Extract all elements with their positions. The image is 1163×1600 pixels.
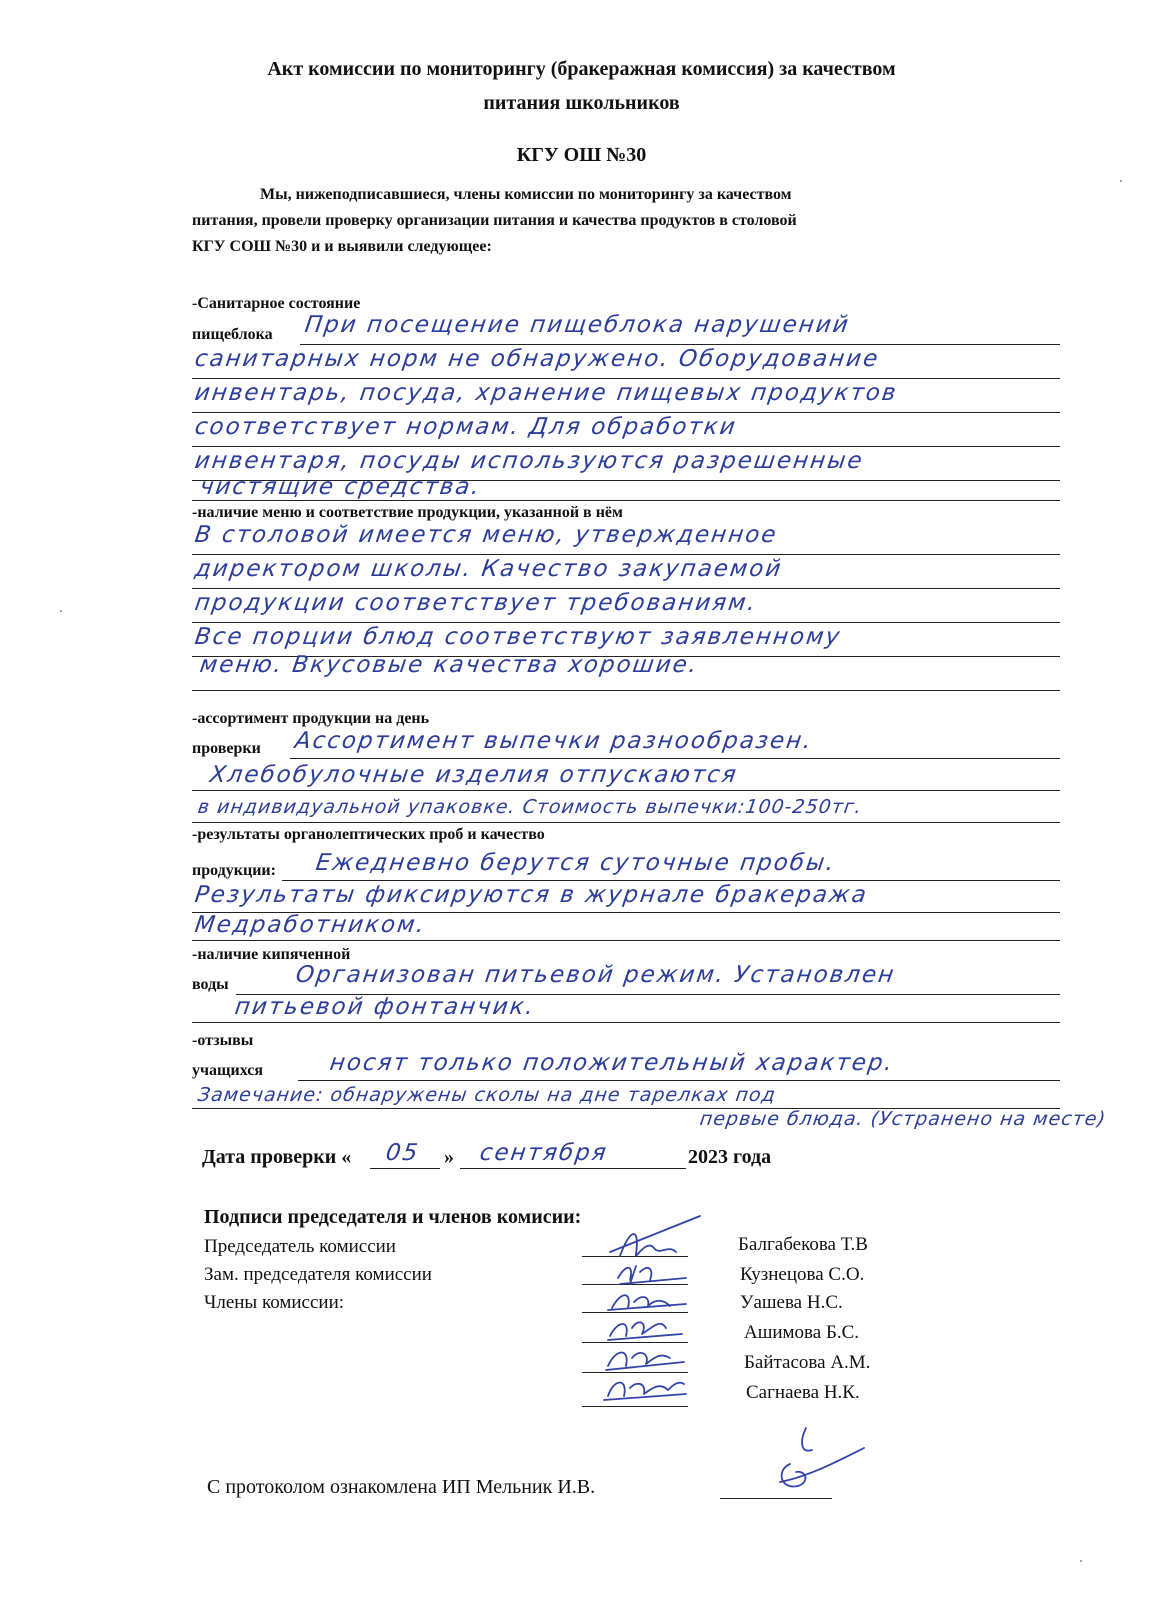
reviews-label-2: учащихся [192, 1062, 264, 1079]
footer-acknowledgement: С протоколом ознакомлена ИП Мельник И.В. [207, 1476, 596, 1498]
assortment-handwriting-3: в индивидуальной упаковке. Стоимость выпечки:100-250тг. [196, 796, 864, 818]
date-close-quote: » [444, 1146, 454, 1168]
name-member-3: Байтасова А.М. [744, 1352, 871, 1373]
assortment-label: -ассортимент продукции на день [192, 710, 430, 727]
sanitary-handwriting-3: инвентарь, посуда, хранение пищевых продуктов [193, 380, 900, 406]
reviews-handwriting-2: Замечание: обнаружены сколы на дне тарелках под [196, 1084, 778, 1106]
tasting-handwriting-3: Медработником. [193, 912, 428, 938]
reviews-label: -отзывы [192, 1032, 254, 1049]
water-handwriting-2: питьевой фонтанчик. [233, 994, 537, 1020]
reviews-handwriting-3: первые блюда. (Устранено на месте) [698, 1108, 1108, 1130]
intro-line1: Мы, нижеподписавшиеся, члены комиссии по мониторингу за качеством [260, 186, 792, 203]
sanitary-handwriting-4: соответствует нормам. Для обработки [193, 414, 739, 440]
menu-handwriting-1: В столовой имеется меню, утвержденное [193, 522, 780, 548]
tasting-handwriting-2: Результаты фиксируются в журнале бракеража [193, 882, 870, 908]
menu-handwriting-5: меню. Вкусовые качества хорошие. [198, 652, 701, 678]
role-members: Члены комиссии: [204, 1292, 345, 1313]
assortment-handwriting-1: Ассортимент выпечки разнообразен. [293, 728, 815, 754]
menu-label: -наличие меню и соответствие продукции, указанной в нём [192, 504, 623, 521]
sanitary-handwriting-5: инвентаря, посуды используются разрешенные [193, 448, 866, 474]
water-label: -наличие кипяченной [192, 946, 351, 963]
name-member-1: Уашева Н.С. [740, 1292, 843, 1313]
school-name: КГУ ОШ №30 [516, 144, 647, 166]
footer-signature [740, 1420, 870, 1500]
menu-handwriting-3: продукции соответствует требованиям. [193, 590, 759, 616]
date-day: 05 [384, 1140, 422, 1166]
signatures-heading: Подписи председателя и членов комисии: [204, 1206, 582, 1228]
reviews-handwriting-1: носят только положительный характер. [328, 1050, 896, 1076]
sanitary-handwriting-6: чистящие средства. [198, 474, 483, 500]
sanitary-handwriting-2: санитарных норм не обнаружено. Оборудование [193, 346, 882, 372]
menu-handwriting-2: директором школы. Качество закупаемой [193, 556, 785, 582]
date-year: 2023 года [688, 1146, 772, 1168]
document-title-line1: Акт комиссии по мониторингу (бракеражная комиссия) за качеством [267, 58, 896, 80]
name-member-2: Ашимова Б.С. [744, 1322, 860, 1343]
name-chair: Балгабекова Т.В [738, 1234, 868, 1255]
name-deputy: Кузнецова С.О. [740, 1264, 865, 1285]
document-title-line2: питания школьников [483, 92, 680, 114]
tasting-handwriting-1: Ежедневно берутся суточные пробы. [314, 850, 838, 876]
assortment-label-2: проверки [192, 740, 261, 757]
role-deputy: Зам. председателя комиссии [204, 1264, 432, 1285]
sanitary-label-2: пищеблока [192, 326, 273, 343]
sanitary-handwriting-1: При посещение пищеблока нарушений [303, 312, 852, 338]
name-member-4: Сагнаева Н.К. [746, 1382, 860, 1403]
signature-scribbles [590, 1208, 730, 1408]
water-label-2: воды [192, 976, 229, 993]
tasting-label: -результаты органолептических проб и качество [192, 826, 545, 843]
tasting-label-2: продукции: [192, 862, 276, 879]
intro-line2: питания, провели проверку организации питания и качества продуктов в столовой [192, 212, 797, 229]
date-month: сентября [478, 1140, 610, 1166]
sanitary-label: -Санитарное состояние [192, 295, 361, 312]
menu-handwriting-4: Все порции блюд соответствуют заявленному [193, 624, 843, 650]
date-prefix: Дата проверки « [202, 1146, 352, 1168]
assortment-handwriting-2: Хлебобулочные изделия отпускаются [208, 762, 740, 788]
intro-line3: КГУ СОШ №30 и и выявили следующее: [192, 238, 492, 255]
role-chair: Председатель комиссии [204, 1236, 396, 1257]
water-handwriting-1: Организован питьевой режим. Установлен [294, 962, 898, 988]
